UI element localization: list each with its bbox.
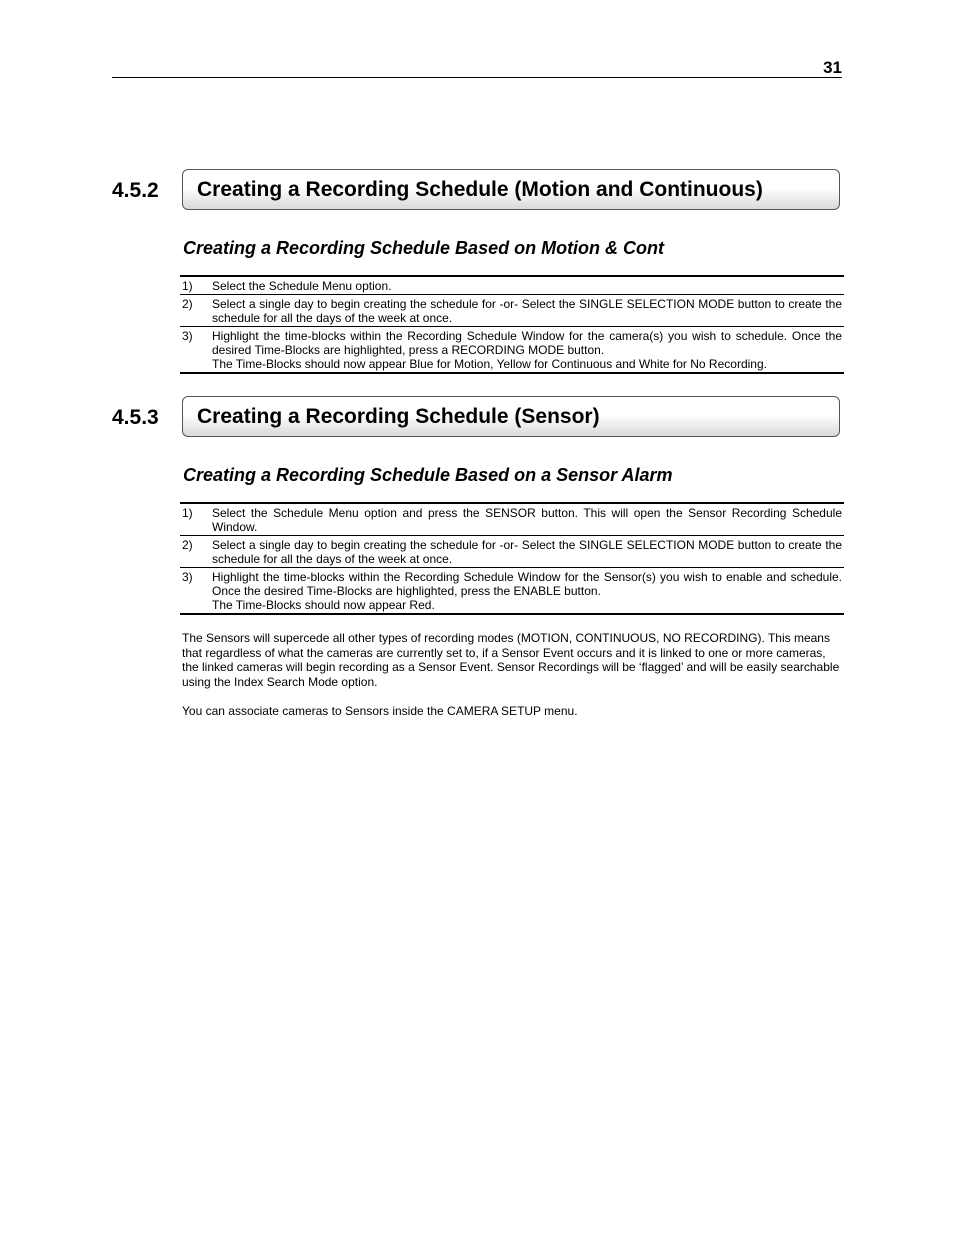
steps-table [180,502,844,615]
section-heading-box [182,169,840,210]
step-text [212,570,844,612]
body-paragraph: The Sensors will supercede all other types of recording modes (MOTION, CONTINUOUS, NO RECORDING). This means that regardless of what the cameras are currently set to, if a Sensor Event occurs and it is linked to one or more cameras, the linked cameras will begin recording as a Sensor Event. Sensor Recordings will be ‘flagged’ and will be easily searchable using the Index Search Mode option. [182,631,840,689]
step-line: Select the Schedule Menu option and press the SENSOR button. This will open the Sensor Recording Schedule Window. [212,506,842,534]
step-text [212,329,844,371]
step-line: Select a single day to begin creating the schedule for -or- Select the SINGLE SELECTION MODE button to create the schedule for all the days of the week at once. [212,538,842,566]
section-title: Creating a Recording Schedule (Sensor) [197,405,600,428]
step-number: 2) [182,538,193,552]
step-line: The Time-Blocks should now appear Blue for Motion, Yellow for Continuous and White for No Recording. [212,357,767,371]
step-number: 3) [182,329,193,343]
step-line: Highlight the time-blocks within the Recording Schedule Window for the camera(s) you wish to schedule. Once the desired Time-Blocks are highlighted, press a RECORDING MODE button. [212,329,842,357]
section-title: Creating a Recording Schedule (Motion and Continuous) [197,178,763,201]
step-row [180,567,844,613]
step-text [212,297,844,325]
steps-table [180,275,844,374]
step-text [212,506,844,534]
step-number: 1) [182,506,193,520]
body-paragraph: You can associate cameras to Sensors inside the CAMERA SETUP menu. [182,704,578,718]
step-row [180,294,844,326]
section-number: 4.5.2 [112,179,159,202]
step-row [180,535,844,567]
step-text [212,279,844,293]
section-heading-box [182,396,840,437]
page-number: 31 [823,58,842,77]
step-number: 2) [182,297,193,311]
step-row [180,326,844,372]
header-rule [112,77,842,78]
step-row [180,277,844,294]
step-line: Select the Schedule Menu option. [212,279,392,293]
step-text [212,538,844,566]
step-line: Select a single day to begin creating the schedule for -or- Select the SINGLE SELECTION MODE button to create the schedule for all the days of the week at once. [212,297,842,325]
step-line: The Time-Blocks should now appear Red. [212,598,435,612]
step-number: 3) [182,570,193,584]
subsection-title: Creating a Recording Schedule Based on Motion & Cont [183,238,665,258]
step-number: 1) [182,279,193,293]
step-line: Highlight the time-blocks within the Recording Schedule Window for the Sensor(s) you wish to enable and schedule. Once the desired Time-Blocks are highlighted, press the ENABLE button. [212,570,842,598]
step-row [180,504,844,535]
subsection-title: Creating a Recording Schedule Based on a Sensor Alarm [183,465,673,485]
section-number: 4.5.3 [112,406,159,429]
